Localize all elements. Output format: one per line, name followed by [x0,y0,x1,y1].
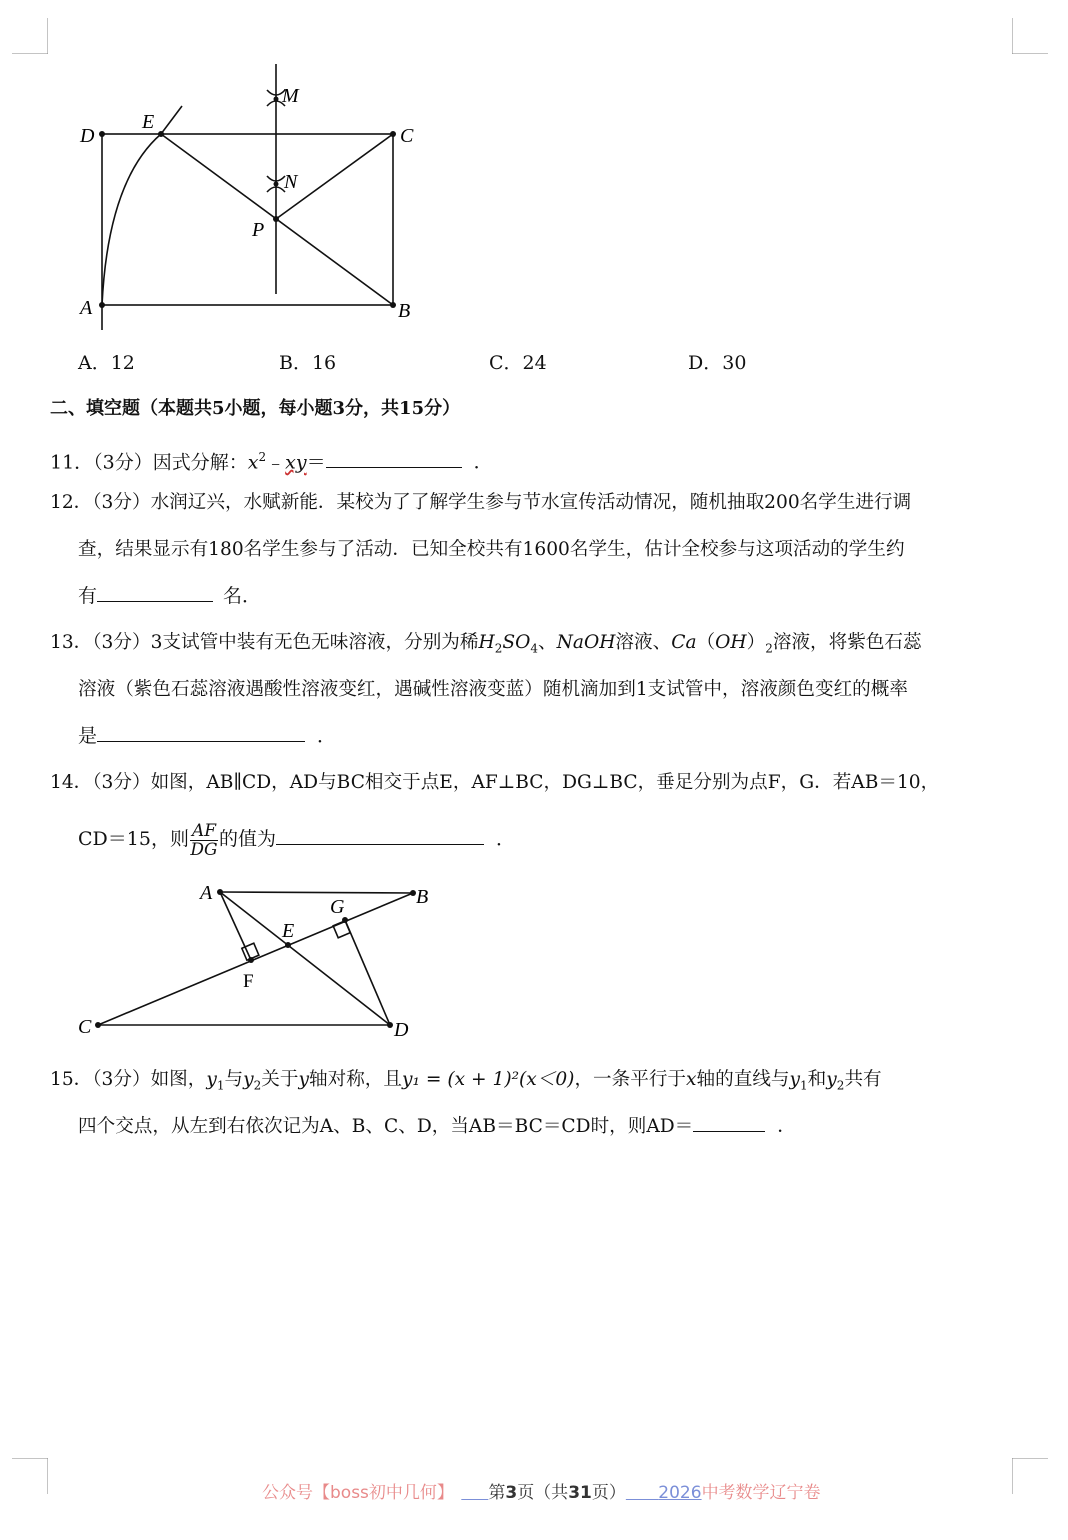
point-c [390,131,396,137]
q11-xy: xy [285,451,307,474]
footer-brand: 公众号【boss初中几何】 [262,1483,454,1503]
q13-shi: 是 [78,725,98,747]
crop-mark-bottom-right [1012,1458,1048,1494]
q14-answer-blank[interactable] [276,826,484,845]
q13-answer-blank[interactable] [97,723,305,742]
point-e [158,131,164,137]
footer-page-suffix: 页） [591,1483,626,1503]
footer-year: 2026 [658,1483,702,1503]
q13-h-sub: 2 [494,641,503,656]
q13-line-3 [78,723,336,749]
crop-mark-top-left [12,18,48,54]
q12-line-2: 查，结果显示有180名学生参与了活动．已知全校共有1600名学生，估计全校参与这项活动的学生约 [78,539,905,560]
q15-y-axis: y [298,1069,309,1090]
q15-y2-sub: 2 [253,1078,262,1093]
footer-page-info [461,1483,488,1503]
point-a [217,889,223,895]
figure-parallel-segments [70,875,440,1045]
point-d [387,1022,393,1028]
option-c: C．24 [489,352,547,374]
q13-oh: OH [715,632,747,653]
q13-so: SO [502,632,531,653]
label-n: N [284,171,298,193]
q12-line-3 [78,583,261,609]
q15-line-2 [78,1113,796,1140]
q14-line-1: 14．（3分）如图，AB∥CD，AD与BC相交于点E，AF⊥BC，DG⊥BC，垂足分别为点F，G．若AB＝10， [50,772,940,793]
option-b: B．16 [279,352,337,374]
q11-exponent: 2 [258,450,267,464]
q11-answer-blank[interactable] [326,449,462,468]
label-a: A [200,882,213,904]
point-c [95,1022,101,1028]
point-n [274,182,279,187]
segment-dg [345,920,390,1025]
label-b: B [416,886,429,908]
q12-ming: 名． [223,585,262,607]
q15-text-f: 轴的直线与 [696,1069,790,1090]
q14-denominator: DG [190,839,218,860]
footer-page-total: 31 [568,1483,592,1503]
crop-mark-bottom-left [12,1458,48,1494]
q13-text-a: 13．（3分）3支试管中装有无色无味溶液，分别为稀 [50,632,479,653]
q14-text-b: 的值为 [219,828,277,850]
label-e: E [282,920,295,942]
q13-naoh: NaOH [556,632,616,653]
q15-y2-again: y [826,1069,837,1090]
q15-y2: y [243,1069,254,1090]
point-a [99,302,105,308]
point-m [274,97,279,102]
q12-answer-blank[interactable] [97,583,213,602]
q13-text-b: 、 [537,632,557,653]
page-footer [262,1478,821,1503]
rectangle-abcd [102,134,393,305]
q15-y1-sub: 1 [216,1078,225,1093]
q13-so-sub: 4 [530,641,538,656]
q12-you: 有 [78,585,98,607]
label-d: D [80,125,95,147]
q13-text-c: 溶液、 [615,632,672,653]
label-b: B [398,300,411,322]
q14-line-2 [78,815,515,863]
q15-text-line2: 四个交点，从左到右依次记为A、B、C、D，当AB＝BC＝CD时，则AD＝ [78,1116,694,1137]
label-d: D [394,1019,409,1041]
q15-answer-blank[interactable] [693,1113,765,1132]
footer-page-prefix: 第 [488,1483,506,1503]
q15-text-b: 与 [224,1069,244,1090]
q13-line-2: 溶液（紫色石蕊溶液遇酸性溶液变红，遇碱性溶液变蓝）随机滴加到1支试管中，溶液颜色变红的概率 [78,679,908,700]
q15-equation: y₁ = (x + 1)²(x＜0) [401,1069,575,1090]
q13-line-1 [50,630,922,662]
q13-paren-close: ） [746,632,766,653]
q13-ca: Ca [671,632,697,653]
q15-text-h: 共有 [844,1069,882,1090]
figure-rectangle-construction [70,60,440,340]
question-11 [50,444,493,475]
q14-text-a: CD＝15，则 [78,828,189,850]
footer-exam-title: 中考数学辽宁卷 [701,1483,821,1503]
option-a: A．12 [78,352,135,374]
label-g: G [330,896,345,918]
q11-prefix: 11．（3分）因式分解： [50,451,248,474]
q13-paren-open: （ [696,632,716,653]
crop-mark-top-right [1012,18,1048,54]
footer-page-number: 3 [505,1483,518,1503]
q15-text-e: ，一条平行于 [574,1069,687,1090]
q15-x-axis: x [686,1069,697,1090]
q15-text-d: 轴对称，且 [309,1069,402,1090]
q14-fraction [190,822,218,859]
q13-h: H [478,632,495,653]
q15-text-c: 关于 [261,1069,299,1090]
option-d: D．30 [688,352,747,374]
q13-oh-sub: 2 [765,641,773,656]
q11-minus: ﹣ [266,451,286,474]
point-e [285,942,291,948]
segment-af [220,892,251,960]
q13-period: ． [317,725,337,747]
label-e: E [142,111,155,133]
section-title: 二、填空题（本题共5小题，每小题3分，共15分） [50,398,461,419]
label-p: P [252,219,265,241]
q14-period: ． [496,828,516,850]
q11-equals: ＝ [306,451,326,474]
label-m: M [282,85,299,107]
point-p [273,216,279,222]
q15-period: ． [777,1116,796,1137]
q15-y2-again-sub: 2 [836,1078,845,1093]
label-f: F [243,971,254,992]
point-b [390,302,396,308]
point-d [99,131,105,137]
label-a: A [80,297,93,319]
q13-text-f: 溶液，将紫色石蕊 [772,632,922,653]
q14-numerator: AF [191,820,217,841]
q15-text-g: 和 [807,1069,827,1090]
q15-text-a: 15．（3分）如图， [50,1069,207,1090]
q15-y1-again: y [789,1069,801,1090]
footer-page-middle: 页（共 [517,1483,569,1503]
q11-x: x [247,451,259,474]
arc-ae [102,106,182,305]
q15-y1-again-sub: 1 [800,1078,808,1093]
footer-gap [626,1483,658,1503]
q12-line-1: 12．（3分）水润辽兴，水赋新能．某校为了了解学生参与节水宣传活动情况，随机抽取200名学生进行调 [50,492,912,513]
label-c: C [400,125,414,147]
point-f [248,957,254,963]
q11-period: ． [473,451,493,474]
q15-line-1 [50,1067,882,1099]
segment-ab [220,892,413,893]
label-c: C [78,1016,92,1038]
q15-y1: y [206,1069,217,1090]
